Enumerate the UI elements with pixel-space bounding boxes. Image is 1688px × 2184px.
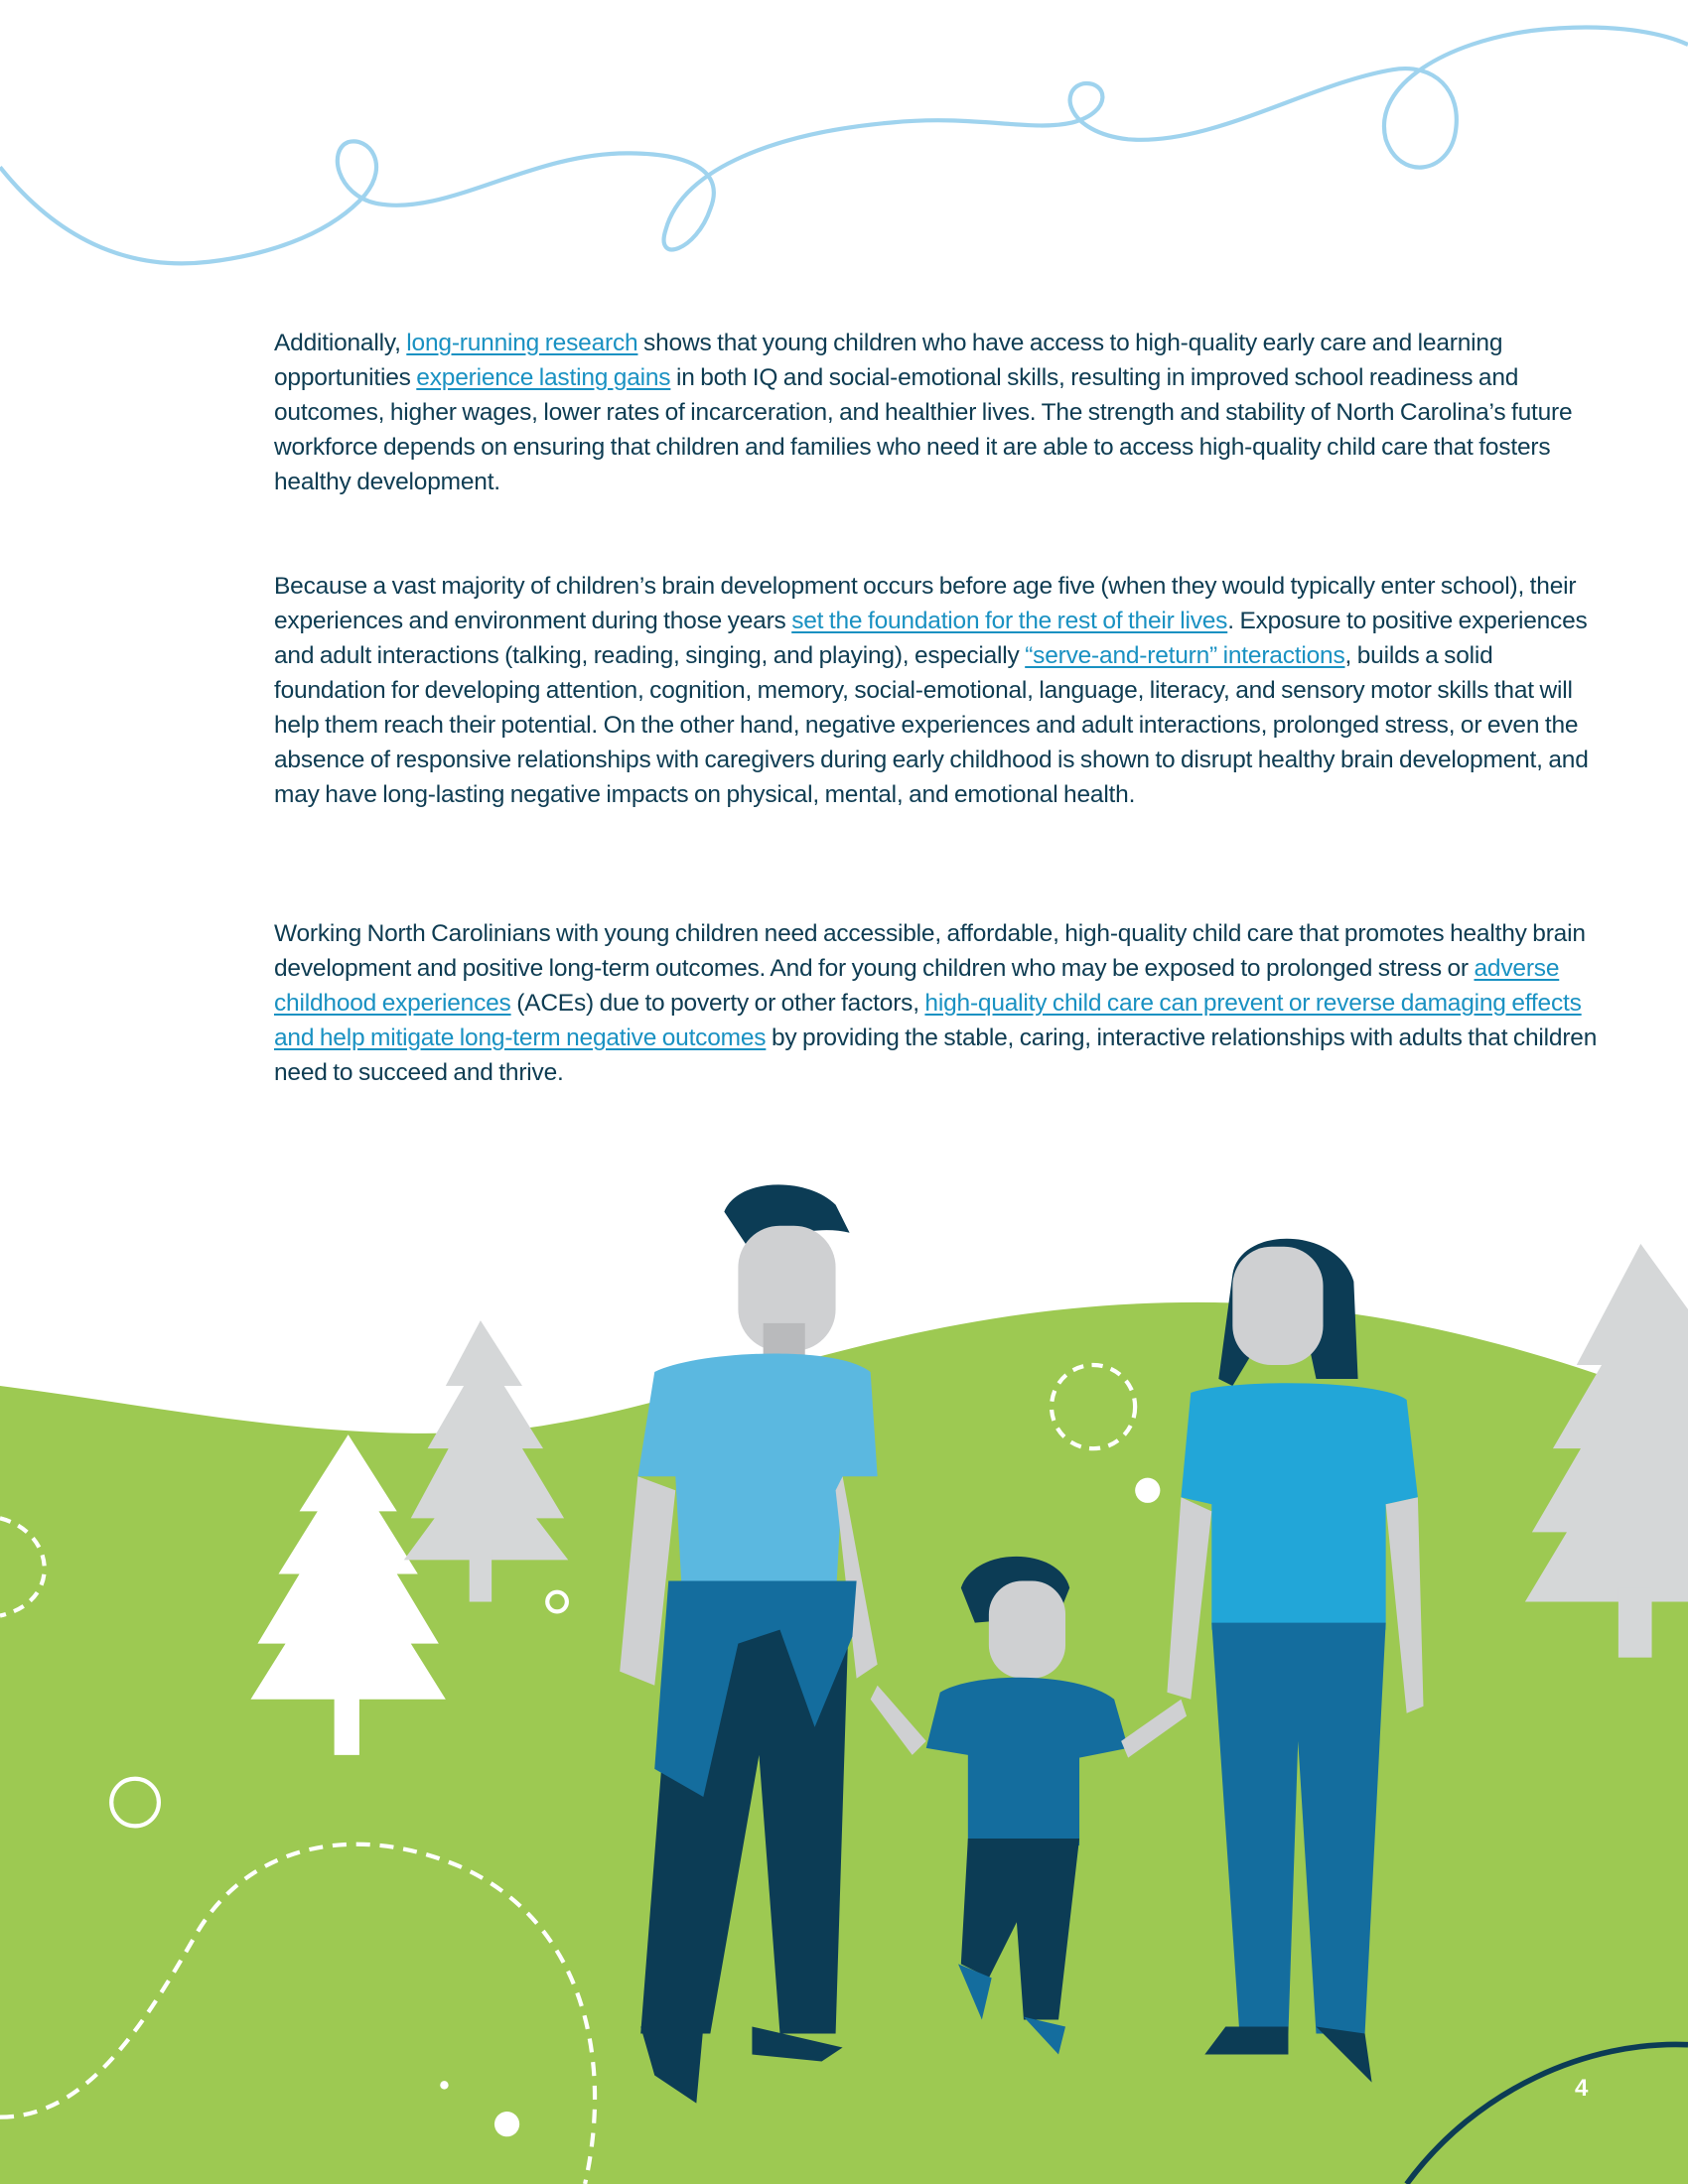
paragraph-early-care-research — [274, 326, 1610, 499]
inline-link[interactable]: adverse childhood experiences — [274, 955, 1560, 1017]
page-number: 4 — [1575, 2075, 1589, 2102]
body-text: Because a vast majority of children’s brain development occurs before age five (when they would typically enter school), their experiences and environment during those years — [274, 573, 1577, 634]
paragraph-working-north-carolinians — [274, 916, 1610, 1090]
body-text: . Exposure to positive experiences and adult interactions (talking, reading, singing, and playing), especially — [274, 608, 1588, 669]
inline-link[interactable]: “serve-and-return” interactions — [1025, 642, 1345, 669]
body-text: shows that young children who have access to high-quality early care and learning opportunities — [274, 330, 1503, 391]
decorative-swirl — [0, 28, 1688, 264]
body-text: by providing the stable, caring, interactive relationships with adults that children need to succeed and thrive. — [274, 1024, 1598, 1086]
inline-link[interactable]: experience lasting gains — [416, 364, 671, 391]
body-text: (ACEs) due to poverty or other factors, — [510, 990, 925, 1017]
body-text: , builds a solid foundation for developing attention, cognition, memory, social-emotional, language, literacy, and sensory motor skills that will help them reach their potential. On the other hand, negative experiences and adult interactions, prolonged stress, or even the absence of responsive relationships with caregivers during early childhood is shown to disrupt healthy brain development, and may have long-lasting negative impacts on physical, mental, and emotional health. — [274, 642, 1589, 808]
inline-link[interactable]: set the foundation for the rest of their lives — [791, 608, 1228, 634]
inline-link[interactable]: long-running research — [406, 330, 638, 356]
body-text: Additionally, — [274, 330, 407, 356]
inline-link[interactable]: high-quality child care can prevent or reverse damaging effects and help mitigate long-term negative outcomes — [274, 990, 1582, 1051]
paragraph-brain-development — [274, 569, 1610, 812]
body-text: Working North Carolinians with young children need accessible, affordable, high-quality child care that promotes healthy brain development and positive long-term outcomes. And for young children who may be exposed to prolonged stress or — [274, 920, 1586, 982]
body-text: in both IQ and social-emotional skills, resulting in improved school readiness and outcomes, higher wages, lower rates of incarceration, and healthier lives. The strength and stability of North Carolina’s future workforce depends on ensuring that children and families who need it are able to access high-quality child care that fosters healthy development. — [274, 364, 1573, 495]
